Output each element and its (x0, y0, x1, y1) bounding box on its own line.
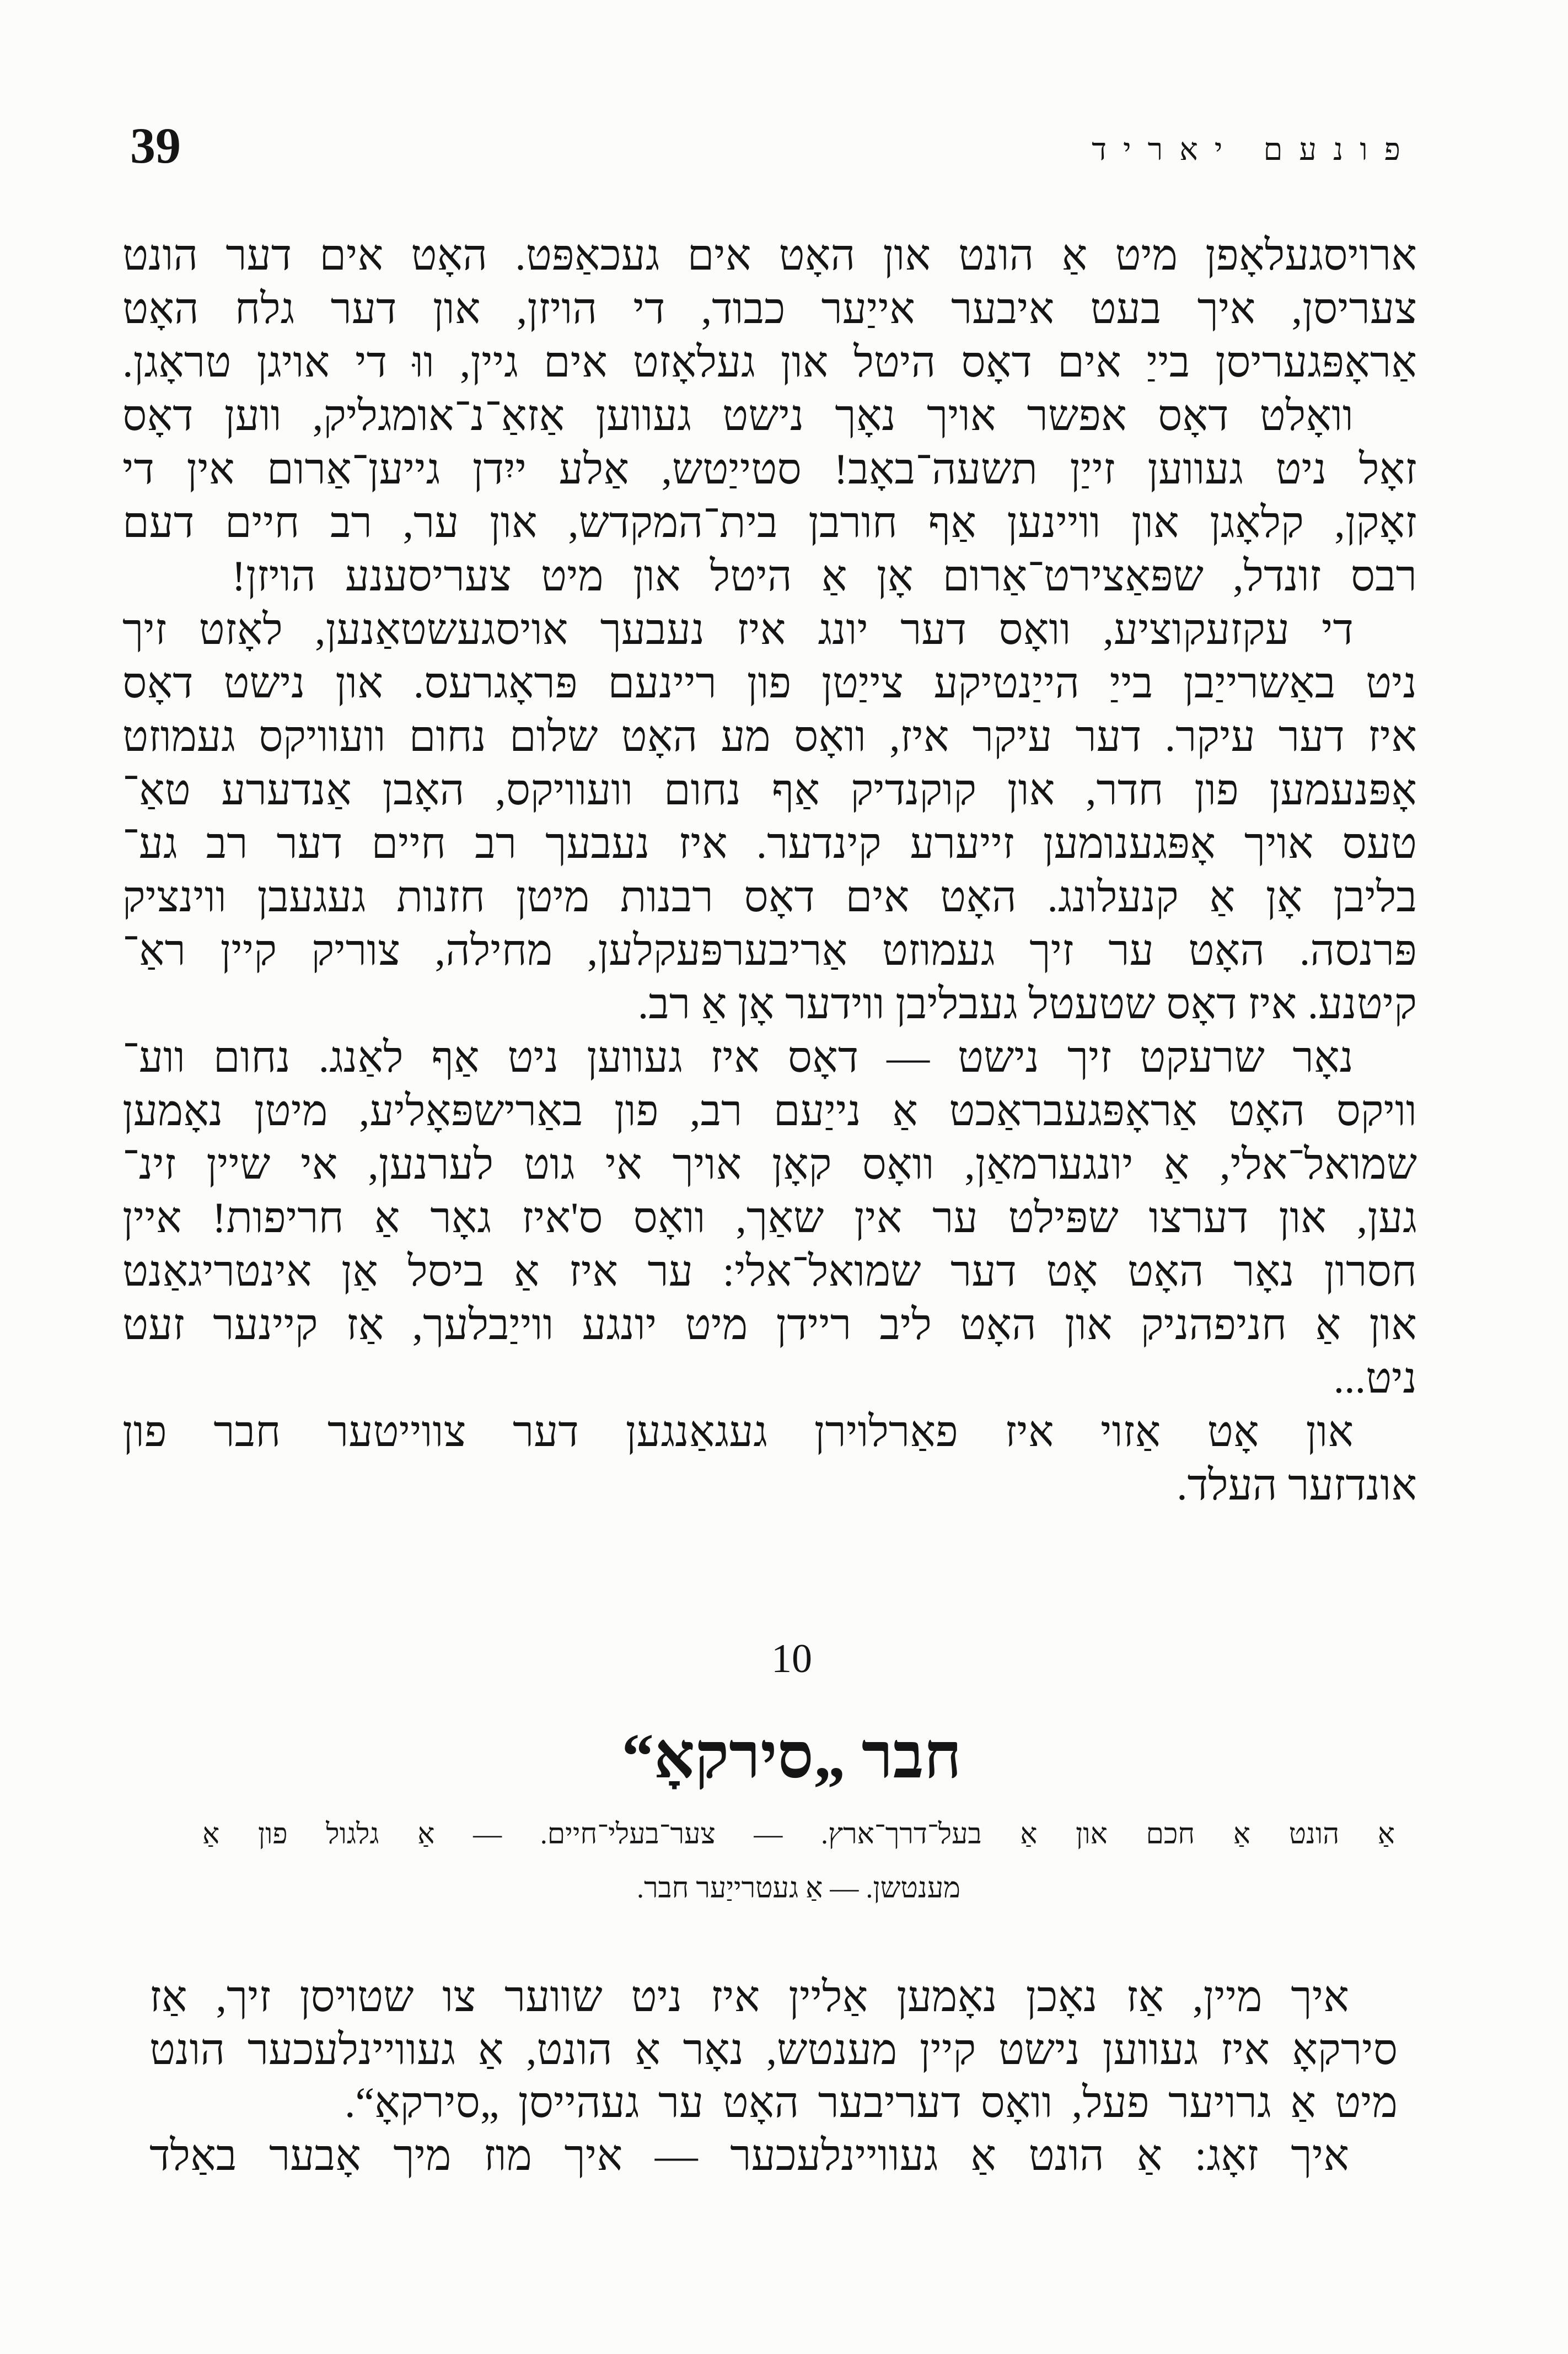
text-line: אַראָפּגעריסן בייַ אים דאָס היטל און געלאָזט אים גיין, ווּ די אויגן טראָגן. (122, 338, 1417, 386)
text-line: טעס אויך אָפּגענומען זייערע קינדער. איז נעבעך רב חיים דער רב גע־ (122, 819, 1417, 867)
text-line: שמואל־אלי, אַ יונגערמאַן, וואָס קאָן אויך אי גוט לערנען, אי שיין זינ־ (122, 1140, 1417, 1188)
previous-chapter-text (122, 228, 1417, 1512)
text-line: סירקאָ איז געווען נישט קיין מענטש, נאָר אַ הונט, אַ געוויינלעכער הונט (149, 2025, 1398, 2073)
summary-line: מענטשן. — אַ געטרייַער חבר. (636, 1873, 960, 1904)
text-line: איז דער עיקר. דער עיקר איז, וואָס מע האָט שלום נחום וועוויקס געמוזט (122, 712, 1417, 760)
text-line: נאָר שרעקט זיך נישט — דאָס איז געווען ניט אַף לאַנג. נחום ווע־ (122, 1033, 1354, 1081)
text-line: אָפּנעמען פון חדר, און קוקנדיק אַף נחום וועוויקס, האָבן אַנדערע טאַ־ (122, 766, 1417, 814)
text-line: וויקס האָט אַראָפּגעבראַכט אַ נייַעם רב, פון באַרישפּאָליע, מיטן נאָמען (122, 1087, 1417, 1135)
text-line: איך מיין, אַז נאָכן נאָמען אַליין איז ניט שווער צו שטויסן זיך, אַז (149, 1973, 1349, 2020)
text-line: איך זאָג: אַ הונט אַ געוויינלעכער — איך מוז מיך אָבער באַלד (149, 2131, 1349, 2179)
text-line: מיט אַ גרויער פעל, וואָס דעריבער האָט ער געהייסן „סירקאָ“. (345, 2078, 1398, 2126)
text-line: די עקזעקוציע, וואָס דער יונג איז נעבעך אויסגעשטאַנען, לאָזט זיך (122, 605, 1354, 653)
running-title: פונעם יאריד (1092, 133, 1417, 167)
text-line: חסרון נאָר האָט אָט דער שמואל־אלי: ער איז אַ ביסל אַן אינטריגאַנט (122, 1247, 1417, 1295)
text-line: ארויסגעלאָפן מיט אַ הונט און האָט אים געכאַפּט. האָט אים דער הונט (122, 231, 1417, 279)
text-line: זאָקן, קלאָגן און וויינען אַף חורבן בית־המקדש, און ער, רב חיים דעם (122, 498, 1417, 546)
chapter-number: 10 (771, 1636, 812, 1681)
text-line: גען, און דערצו שפּילט ער אין שאַך, וואָס ס'איז גאָר אַ חריפות! איין (122, 1194, 1417, 1242)
text-line: צעריסן, איך בעט איבער אייַער כבוד, די הויזן, און דער גלח האָט (122, 284, 1417, 332)
text-line: ניט באַשרייַבן בייַ הייַנטיקע צייַטן פון ריינעם פּראָגרעס. און נישט דאָס (122, 659, 1417, 707)
text-line: וואָלט דאָס אפשר אויך נאָך נישט געווען אַזאַ־נ־אומגליק, ווען דאָס (122, 391, 1354, 439)
text-line: זאָל ניט געווען זייַן תשעה־באָב! סטייַטש, אַלע ייִדן גייען־אַרום אין די (122, 445, 1417, 493)
page-number: 39 (130, 117, 181, 174)
chapter-text (149, 1970, 1398, 2182)
text-line: אונדזער העלד. (1177, 1461, 1417, 1509)
text-line: ניט... (1333, 1354, 1417, 1402)
chapter-summary (202, 1808, 1395, 1916)
chapter-title: חבר „סירקאָ“ (621, 1721, 962, 1792)
text-line: בליבן אָן אַ קנעלונג. האָט אים דאָס רבנות מיטן חזנות געגעבן ווינציק (122, 873, 1417, 921)
text-line: פּרנסה. האָט ער זיך געמוזט אַריבערפּעקלען, מחילה, צוריק קיין ראַ־ (122, 926, 1417, 974)
text-line: און אַ חניפהניק און האָט ליב ריידן מיט יונגע ווייַבלעך, אַז קיינער זעט (122, 1300, 1417, 1348)
text-line: קיטנע. איז דאָס שטעטל געבליבן ווידער אָן אַ רב. (637, 980, 1417, 1028)
summary-line: אַ הונט אַ חכם און אַ בעל־דרך־ארץ. — צער־בעלי־חיים. — אַ גלגול פון אַ (202, 1819, 1395, 1850)
text-line: רבס זונדל, שפּאַצירט־אַרום אָן אַ היטל און מיט צעריסענע הויזן! (232, 552, 1417, 600)
text-line: און אָט אַזוי איז פאַרלוירן געגאַנגען דער צווייטער חבר פון (122, 1407, 1354, 1455)
